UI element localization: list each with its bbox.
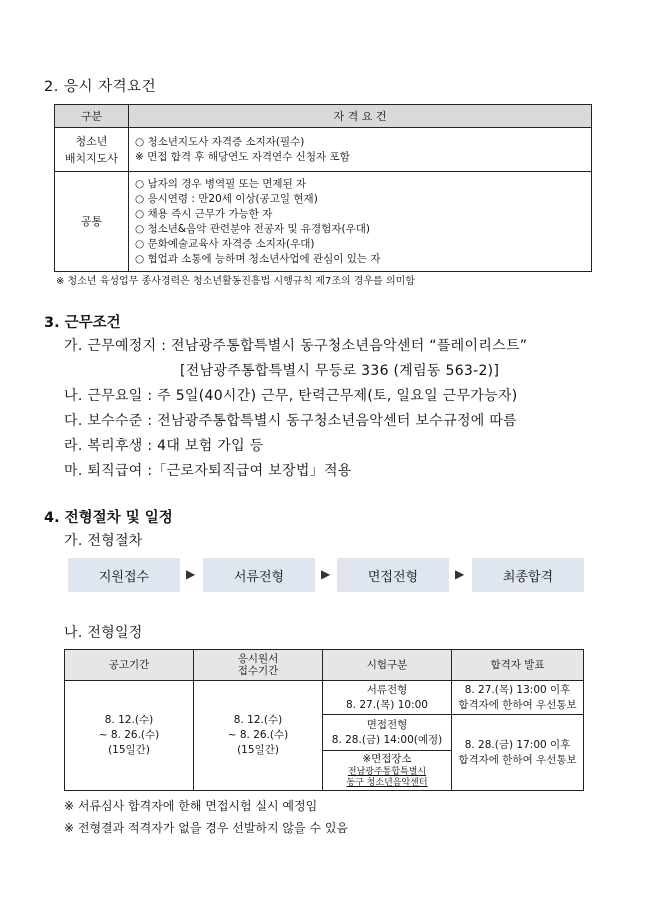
qualification-table bbox=[54, 104, 592, 272]
severance: 마. 퇴직급여 :「근로자퇴직급여 보장법」적용 bbox=[64, 463, 352, 479]
header-notice: 공고기간 bbox=[65, 650, 194, 681]
place-label: ※면접장소 bbox=[362, 753, 412, 765]
header-result: 합격자 발표 bbox=[452, 650, 584, 681]
section3-title: 3. 근무조건 bbox=[44, 315, 121, 331]
arrow-icon: ▶ bbox=[321, 567, 331, 581]
procedure-subtitle: 가. 전형절차 bbox=[64, 533, 143, 549]
schedule-note-1: ※ 서류심사 합격자에 한해 면접시험 실시 예정임 bbox=[64, 799, 318, 813]
schedule-table bbox=[64, 649, 584, 791]
header-exam: 시험구분 bbox=[323, 650, 452, 681]
step-final: 최종합격 bbox=[472, 558, 584, 592]
header-apply: 응시원서 접수기간 bbox=[194, 650, 323, 681]
step-interview: 면접전형 bbox=[337, 558, 449, 592]
list-item: ○ 응시연령 : 만20세 이상(공고일 현재) bbox=[135, 192, 318, 205]
list-item: ※ 면접 합격 후 해당연도 자격연수 신청자 포함 bbox=[135, 150, 350, 163]
step-document: 서류전형 bbox=[203, 558, 315, 592]
benefits: 라. 복리후생 : 4대 보험 가입 등 bbox=[64, 438, 264, 454]
doc-exam: 서류전형 8. 27.(목) 10:00 bbox=[323, 681, 452, 715]
list-item: ○ 청소년지도사 자격증 소지자(필수) bbox=[135, 135, 305, 148]
interview-exam: 면접전형 8. 28.(금) 14:00(예정) bbox=[323, 715, 452, 751]
section4-title: 4. 전형절차 및 일정 bbox=[44, 510, 173, 526]
list-item: ○ 협업과 소통에 능하며 청소년사업에 관심이 있는 자 bbox=[135, 252, 381, 265]
row2-category: 공통 bbox=[55, 172, 129, 272]
apply-period: 8. 12.(수) ~ 8. 26.(수) (15일간) bbox=[194, 681, 323, 791]
salary: 다. 보수수준 : 전남광주통합특별시 동구청소년음악센터 보수규정에 따름 bbox=[64, 413, 517, 429]
header-category: 구분 bbox=[55, 105, 129, 128]
arrow-icon: ▶ bbox=[455, 567, 465, 581]
schedule-note-2: ※ 전형결과 적격자가 없을 경우 선발하지 않을 수 있음 bbox=[64, 821, 349, 835]
arrow-icon: ▶ bbox=[186, 567, 196, 581]
work-address: [전남광주통합특별시 무등로 336 (계림동 563-2)] bbox=[180, 363, 500, 379]
result-doc: 8. 27.(목) 13:00 이후 합격자에 한하여 우선통보 bbox=[452, 681, 584, 715]
list-item: ○ 채용 즉시 근무가 가능한 자 bbox=[135, 207, 273, 220]
list-item: ○ 남자의 경우 병역필 또는 면제된 자 bbox=[135, 177, 307, 190]
list-item: ○ 청소년&음악 관련분야 전공자 및 유경험자(우대) bbox=[135, 222, 370, 235]
header-requirements: 자 격 요 건 bbox=[129, 105, 592, 128]
qualification-note: ※ 청소년 육성업무 종사경력은 청소년활동진흥법 시행규칙 제7조의 경우를 의미함 bbox=[56, 276, 415, 287]
result-interview: 8. 28.(금) 17:00 이후 합격자에 한하여 우선통보 bbox=[452, 715, 584, 791]
work-location: 가. 근무예정지 : 전남광주통합특별시 동구청소년음악센터 “플레이리스트” bbox=[64, 338, 528, 354]
place-detail: 전남광주통합특별시 동구 청소년음악센터 bbox=[346, 767, 428, 788]
section2-title: 2. 응시 자격요건 bbox=[44, 79, 157, 95]
row1-items bbox=[129, 128, 592, 172]
interview-place bbox=[323, 751, 452, 791]
list-item: ○ 문화예술교육사 자격증 소지자(우대) bbox=[135, 237, 315, 250]
row2-items bbox=[129, 172, 592, 272]
work-days: 나. 근무요일 : 주 5일(40시간) 근무, 탄력근무제(토, 일요일 근무가능자) bbox=[64, 388, 518, 404]
schedule-subtitle: 나. 전형일정 bbox=[64, 625, 143, 641]
row1-category: 청소년 배치지도사 bbox=[55, 128, 129, 172]
notice-period: 8. 12.(수) ~ 8. 26.(수) (15일간) bbox=[65, 681, 194, 791]
step-apply: 지원접수 bbox=[68, 558, 180, 592]
